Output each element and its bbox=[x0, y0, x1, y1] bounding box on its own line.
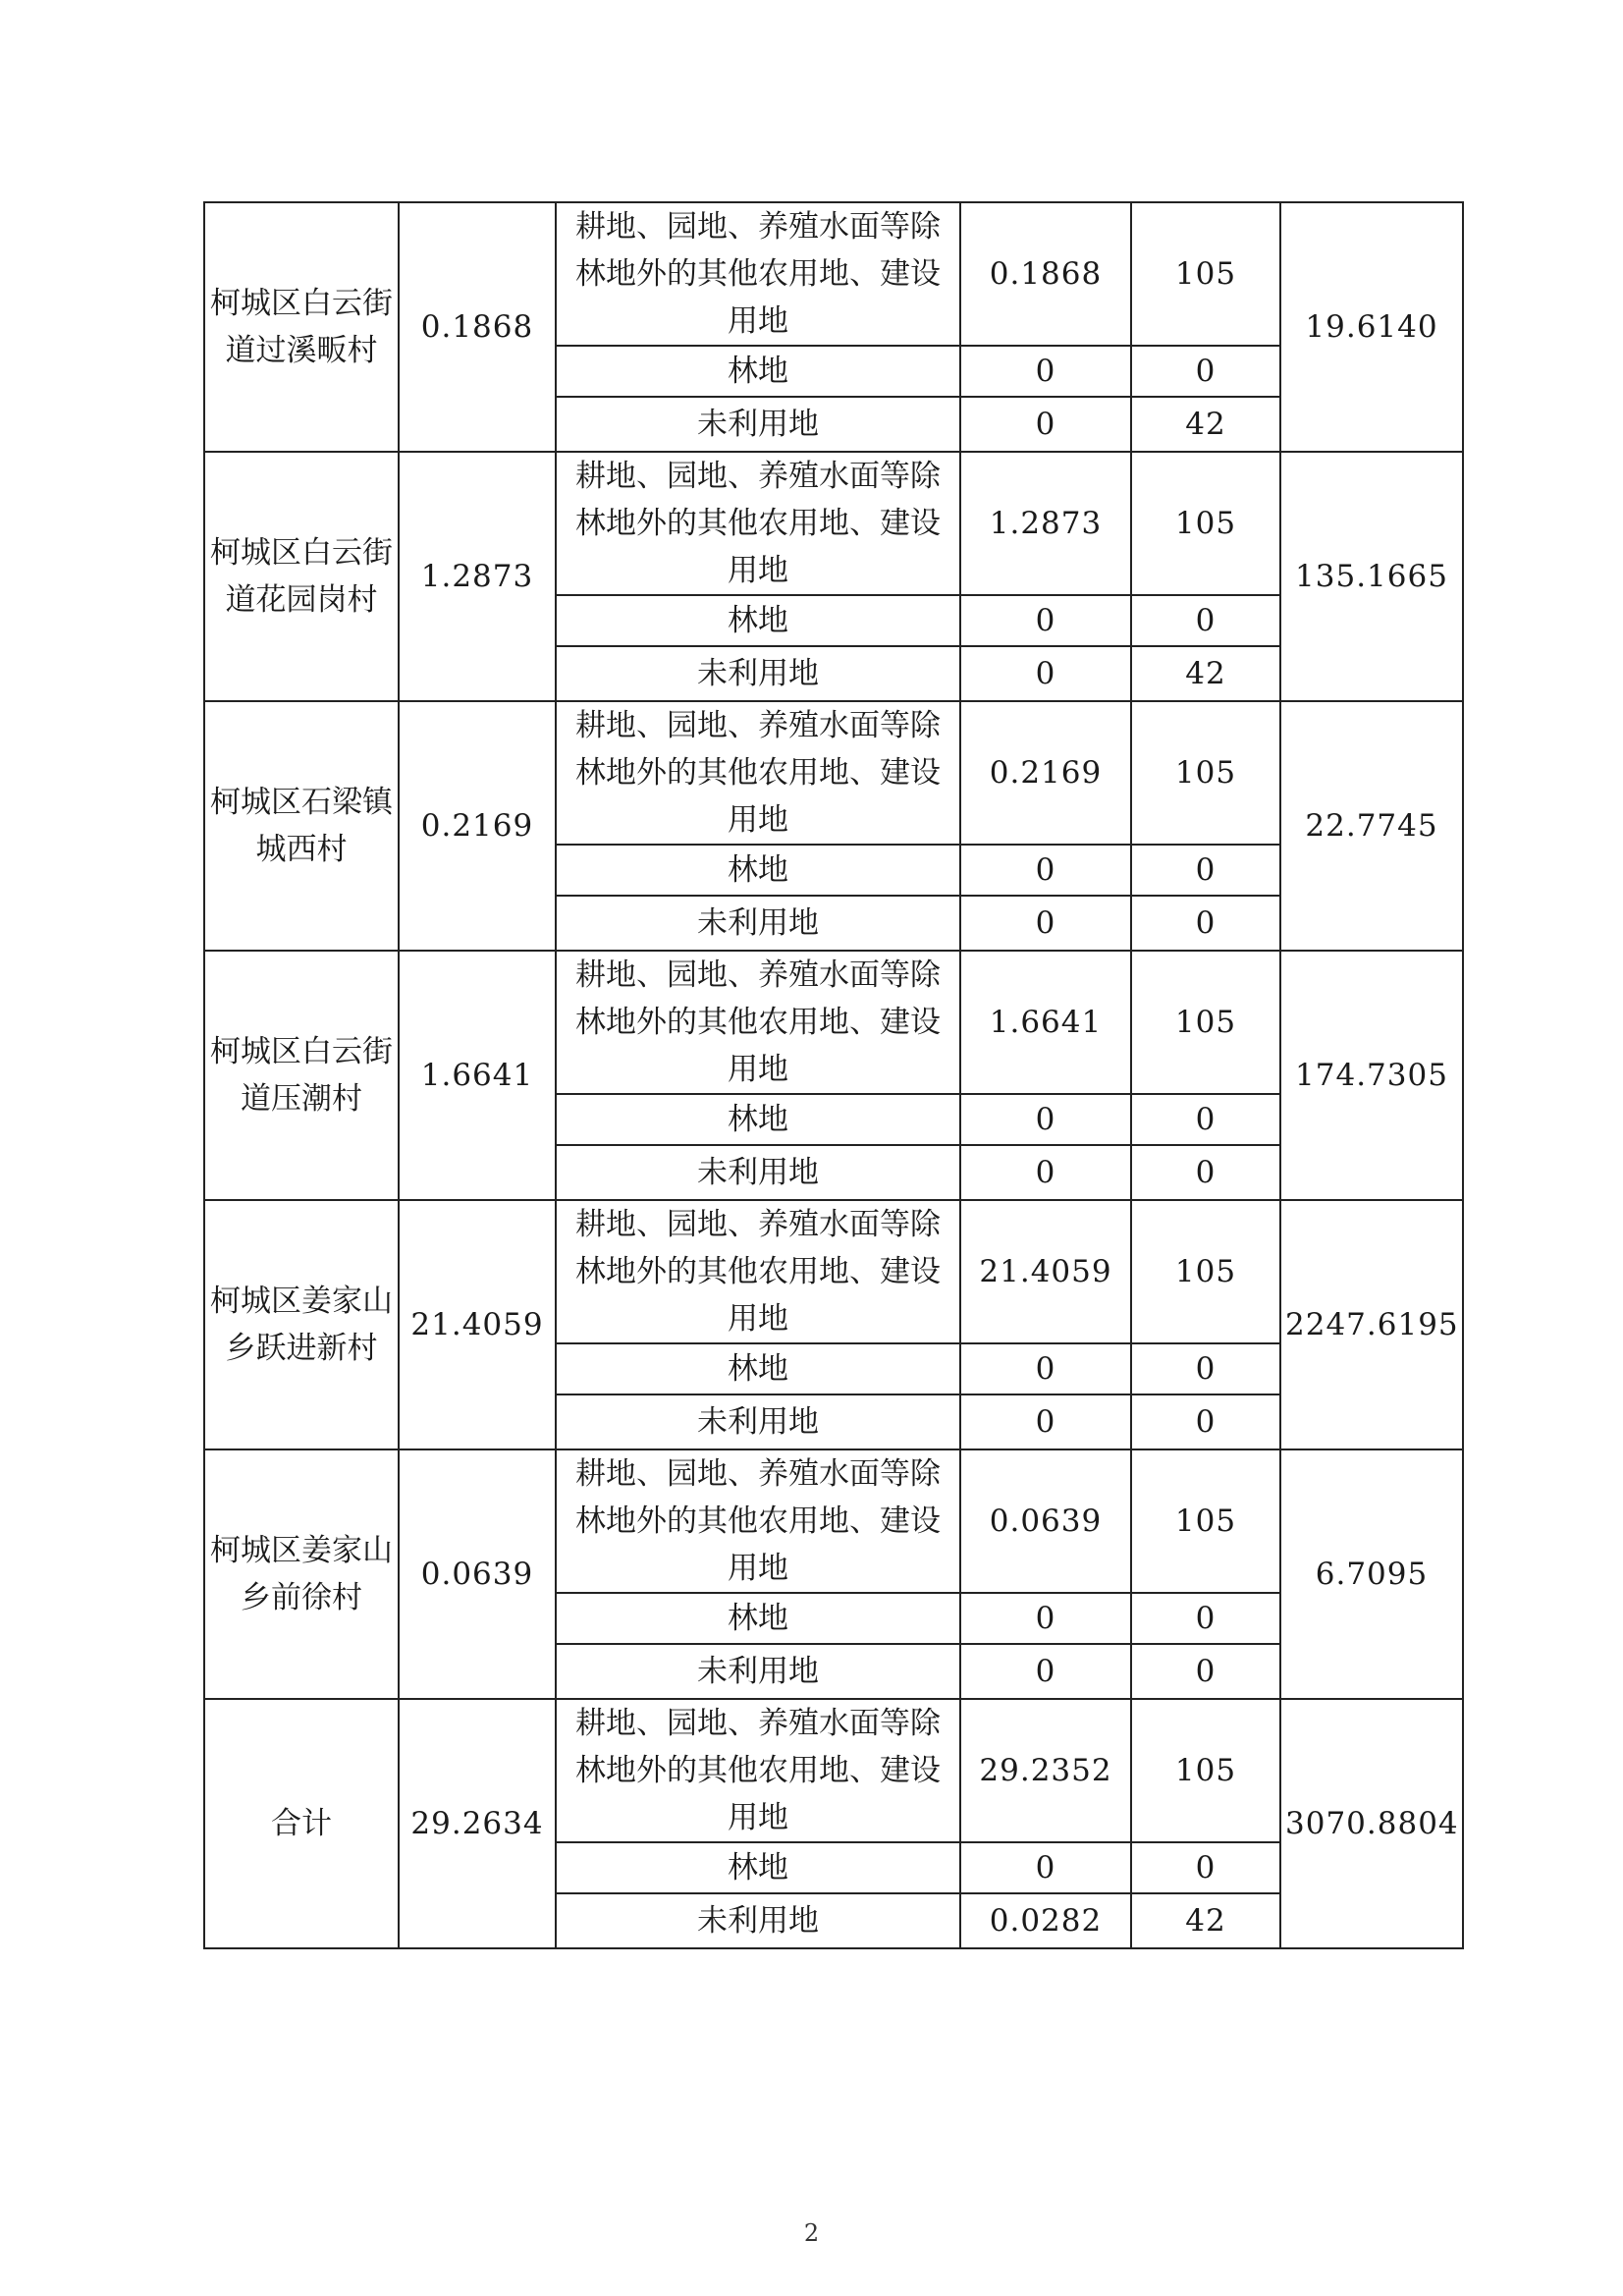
area-name-cell: 柯城区白云街道过溪畈村 bbox=[204, 202, 399, 452]
table-row bbox=[204, 701, 1463, 845]
rate-cell: 0 bbox=[1131, 1842, 1280, 1893]
land-type-cell: 耕地、园地、养殖水面等除林地外的其他农用地、建设用地 bbox=[556, 1449, 960, 1593]
table-row bbox=[204, 1449, 1463, 1593]
land-type-cell: 林地 bbox=[556, 346, 960, 397]
land-area-cell: 0.1868 bbox=[960, 202, 1131, 346]
land-type-cell: 林地 bbox=[556, 1593, 960, 1644]
rate-cell: 0 bbox=[1131, 845, 1280, 896]
amount-cell: 2247.6195 bbox=[1280, 1200, 1463, 1449]
table-row bbox=[204, 452, 1463, 595]
land-type-cell: 林地 bbox=[556, 1842, 960, 1893]
amount-cell: 22.7745 bbox=[1280, 701, 1463, 951]
total-area-cell: 0.1868 bbox=[399, 202, 556, 452]
land-area-cell: 0 bbox=[960, 1343, 1131, 1394]
land-area-cell: 0.0639 bbox=[960, 1449, 1131, 1593]
land-type-cell: 耕地、园地、养殖水面等除林地外的其他农用地、建设用地 bbox=[556, 701, 960, 845]
land-area-cell: 0.2169 bbox=[960, 701, 1131, 845]
table-row bbox=[204, 1699, 1463, 1842]
land-type-cell: 未利用地 bbox=[556, 646, 960, 701]
rate-cell: 0 bbox=[1131, 1644, 1280, 1699]
land-type-cell: 未利用地 bbox=[556, 1145, 960, 1200]
total-area-cell: 0.2169 bbox=[399, 701, 556, 951]
land-area-cell: 0.0282 bbox=[960, 1893, 1131, 1948]
land-area-cell: 0 bbox=[960, 1394, 1131, 1449]
land-type-cell: 未利用地 bbox=[556, 397, 960, 452]
area-name-cell: 柯城区姜家山乡跃进新村 bbox=[204, 1200, 399, 1449]
rate-cell: 0 bbox=[1131, 1145, 1280, 1200]
land-type-cell: 林地 bbox=[556, 1343, 960, 1394]
rate-cell: 105 bbox=[1131, 1699, 1280, 1842]
rate-cell: 105 bbox=[1131, 202, 1280, 346]
amount-cell: 6.7095 bbox=[1280, 1449, 1463, 1699]
land-area-cell: 0 bbox=[960, 646, 1131, 701]
land-area-cell: 0 bbox=[960, 1644, 1131, 1699]
table-body bbox=[204, 202, 1463, 1948]
land-type-cell: 未利用地 bbox=[556, 1394, 960, 1449]
total-area-cell: 1.2873 bbox=[399, 452, 556, 701]
rate-cell: 0 bbox=[1131, 595, 1280, 646]
amount-cell: 3070.8804 bbox=[1280, 1699, 1463, 1948]
land-type-cell: 林地 bbox=[556, 595, 960, 646]
land-type-cell: 耕地、园地、养殖水面等除林地外的其他农用地、建设用地 bbox=[556, 202, 960, 346]
land-type-cell: 林地 bbox=[556, 1094, 960, 1145]
land-area-cell: 0 bbox=[960, 346, 1131, 397]
rate-cell: 42 bbox=[1131, 646, 1280, 701]
land-area-cell: 0 bbox=[960, 845, 1131, 896]
rate-cell: 42 bbox=[1131, 1893, 1280, 1948]
land-area-cell: 0 bbox=[960, 397, 1131, 452]
total-area-cell: 1.6641 bbox=[399, 951, 556, 1200]
rate-cell: 105 bbox=[1131, 452, 1280, 595]
land-type-cell: 未利用地 bbox=[556, 1644, 960, 1699]
land-type-cell: 耕地、园地、养殖水面等除林地外的其他农用地、建设用地 bbox=[556, 1699, 960, 1842]
area-name-cell: 柯城区白云街道花园岗村 bbox=[204, 452, 399, 701]
compensation-table bbox=[203, 201, 1464, 1949]
land-type-cell: 未利用地 bbox=[556, 896, 960, 951]
rate-cell: 105 bbox=[1131, 1200, 1280, 1343]
rate-cell: 0 bbox=[1131, 1094, 1280, 1145]
land-type-cell: 耕地、园地、养殖水面等除林地外的其他农用地、建设用地 bbox=[556, 951, 960, 1094]
amount-cell: 19.6140 bbox=[1280, 202, 1463, 452]
land-area-cell: 0 bbox=[960, 896, 1131, 951]
land-area-cell: 0 bbox=[960, 595, 1131, 646]
land-area-cell: 1.6641 bbox=[960, 951, 1131, 1094]
table-row bbox=[204, 202, 1463, 346]
land-area-cell: 0 bbox=[960, 1145, 1131, 1200]
rate-cell: 105 bbox=[1131, 1449, 1280, 1593]
table-row bbox=[204, 1200, 1463, 1343]
land-type-cell: 未利用地 bbox=[556, 1893, 960, 1948]
land-area-cell: 29.2352 bbox=[960, 1699, 1131, 1842]
rate-cell: 42 bbox=[1131, 397, 1280, 452]
rate-cell: 0 bbox=[1131, 346, 1280, 397]
table-row bbox=[204, 951, 1463, 1094]
land-type-cell: 林地 bbox=[556, 845, 960, 896]
area-name-cell: 柯城区石梁镇城西村 bbox=[204, 701, 399, 951]
area-name-cell: 合计 bbox=[204, 1699, 399, 1948]
rate-cell: 0 bbox=[1131, 1394, 1280, 1449]
land-type-cell: 耕地、园地、养殖水面等除林地外的其他农用地、建设用地 bbox=[556, 452, 960, 595]
land-area-cell: 0 bbox=[960, 1593, 1131, 1644]
rate-cell: 105 bbox=[1131, 951, 1280, 1094]
area-name-cell: 柯城区姜家山乡前徐村 bbox=[204, 1449, 399, 1699]
rate-cell: 0 bbox=[1131, 1593, 1280, 1644]
total-area-cell: 21.4059 bbox=[399, 1200, 556, 1449]
total-area-cell: 0.0639 bbox=[399, 1449, 556, 1699]
amount-cell: 174.7305 bbox=[1280, 951, 1463, 1200]
land-area-cell: 0 bbox=[960, 1094, 1131, 1145]
area-name-cell: 柯城区白云街道压潮村 bbox=[204, 951, 399, 1200]
land-area-cell: 21.4059 bbox=[960, 1200, 1131, 1343]
land-area-cell: 1.2873 bbox=[960, 452, 1131, 595]
rate-cell: 0 bbox=[1131, 896, 1280, 951]
amount-cell: 135.1665 bbox=[1280, 452, 1463, 701]
page-number: 2 bbox=[803, 2219, 820, 2247]
land-type-cell: 耕地、园地、养殖水面等除林地外的其他农用地、建设用地 bbox=[556, 1200, 960, 1343]
rate-cell: 0 bbox=[1131, 1343, 1280, 1394]
land-area-cell: 0 bbox=[960, 1842, 1131, 1893]
total-area-cell: 29.2634 bbox=[399, 1699, 556, 1948]
rate-cell: 105 bbox=[1131, 701, 1280, 845]
